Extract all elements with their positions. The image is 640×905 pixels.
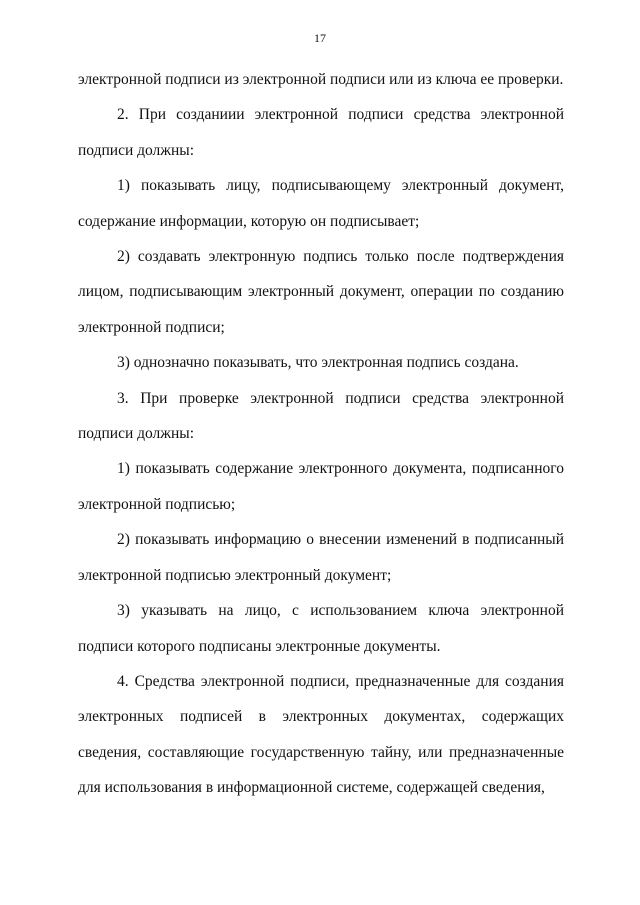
paragraph-item-3: 3. При проверке электронной подписи средства электронной подписи должны: bbox=[78, 389, 564, 443]
paragraph-subitem-3-1: 1) показывать содержание электронного документа, подписанного электронной подписью; bbox=[78, 460, 564, 513]
paragraph-subitem-3-3: 3) указывать на лицо, с использованием ключа электронной подписи которого подписаны электронные документы. bbox=[78, 602, 564, 655]
paragraph-subitem-2-1: 1) показывать лицу, подписывающему электронный документ, содержание информации, которую он подписывает; bbox=[78, 177, 564, 230]
document-body bbox=[78, 62, 564, 806]
paragraph-subitem-2-2: 2) создавать электронную подпись только после подтверждения лицом, подписывающим электронный документ, операции по созданию электронной подписи; bbox=[78, 248, 564, 336]
paragraph-subitem-2-3: 3) однозначно показывать, что электронная подпись создана. bbox=[117, 354, 519, 372]
paragraph-subitem-3-2: 2) показывать информацию о внесении изменений в подписанный электронной подписью электронный документ; bbox=[78, 531, 564, 584]
paragraph-continuation: электронной подписи из электронной подписи или из ключа ее проверки. bbox=[78, 71, 564, 88]
page-number: 17 bbox=[314, 31, 326, 45]
paragraph-item-4: 4. Средства электронной подписи, предназначенные для создания электронных подписей в электронных документах, содержащих сведения, составляющие государственную тайну, или предназначенные для использования в информационной системе, содержащей сведения, bbox=[78, 672, 564, 797]
paragraph-item-2: 2. При созданиии электронной подписи средства электронной подписи должны: bbox=[78, 106, 564, 159]
